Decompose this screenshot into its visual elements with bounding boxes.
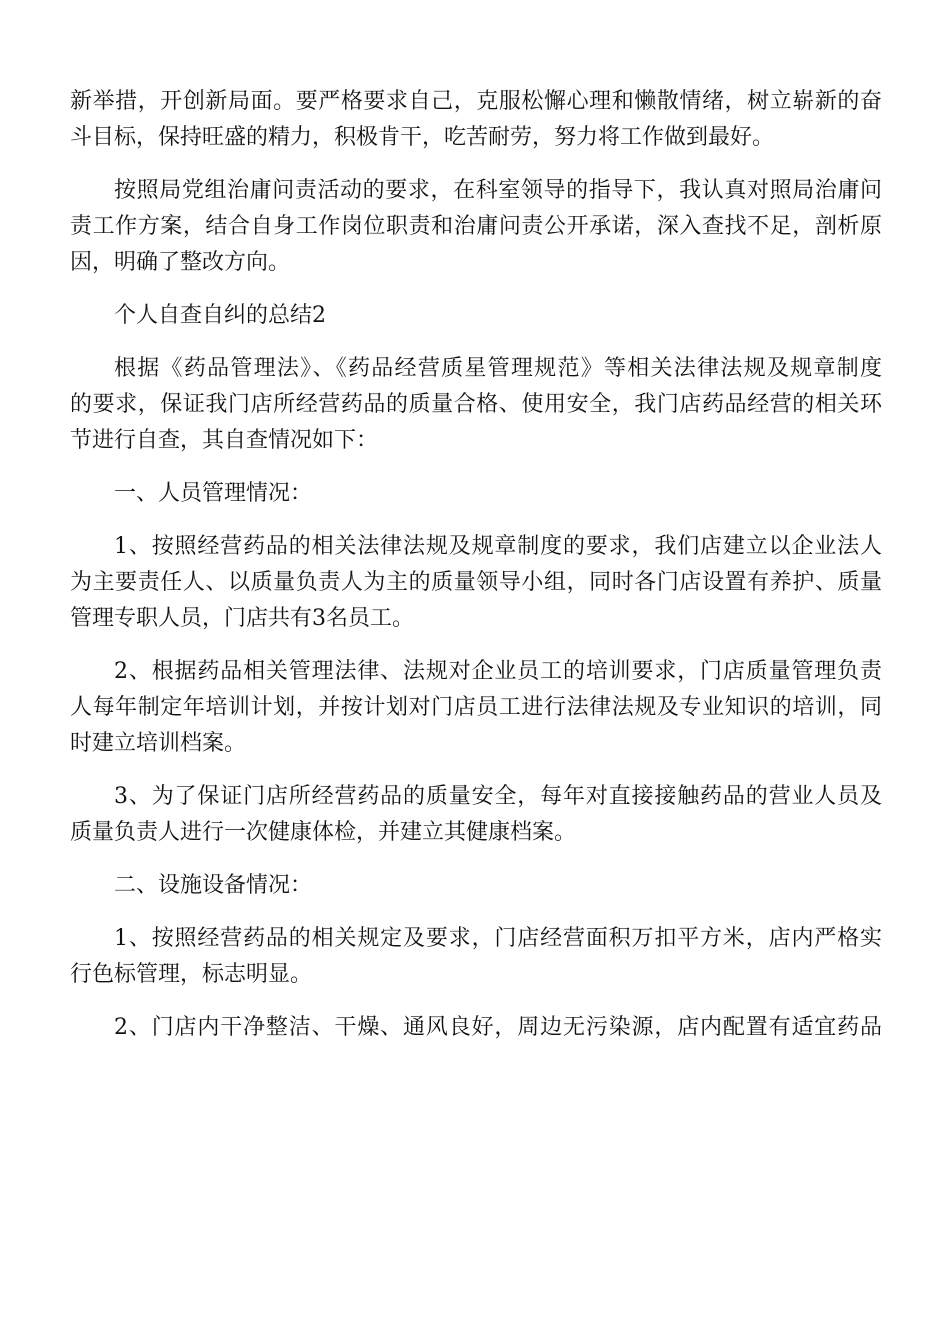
paragraph: [70, 529, 882, 637]
text-line: 时建立培训档案。: [70, 731, 247, 756]
text-line: 为主要责任人、以质量负责人为主的质量领导小组，同时各门店设置有养护、质量: [70, 570, 882, 595]
text-line: 按照局党组治庸问责活动的要求，在科室领导的指导下，我认真对照局治庸问: [114, 178, 882, 203]
text-line: 1、按照经营药品的相关法律法规及规章制度的要求，我们店建立以企业法人: [114, 534, 882, 559]
text-line: 根据《药品管理法》、《药品经营质星管理规范》等相关法律法规及规章制度: [114, 356, 882, 381]
text-line: 因，明确了整改方向。: [70, 250, 291, 275]
text-line: 个人自查自纠的总结2: [114, 303, 326, 328]
paragraph: [70, 779, 882, 851]
document-page: [70, 84, 882, 1063]
text-line: 人每年制定年培训计划，并按计划对门店员工进行法律法规及专业知识的培训，同: [70, 695, 882, 720]
text-line: 节进行自查，其自查情况如下：: [70, 428, 379, 453]
text-line: 一、人员管理情况：: [114, 481, 313, 506]
section-heading: [70, 868, 882, 904]
section-title: [70, 298, 882, 334]
section-heading: [70, 476, 882, 512]
text-line: 管理专职人员，门店共有3名员工。: [70, 606, 414, 631]
text-line: 的要求，保证我门店所经营药品的质量合格、使用安全，我门店药品经营的相关环: [70, 392, 882, 417]
text-line: 2、根据药品相关管理法律、法规对企业员工的培训要求，门店质量管理负责: [114, 659, 882, 684]
text-line: 行色标管理，标志明显。: [70, 962, 313, 987]
paragraph: [70, 654, 882, 762]
text-line: 斗目标，保持旺盛的精力，积极肯干，吃苦耐劳，努力将工作做到最好。: [70, 125, 775, 150]
text-line: 2、门店内干净整洁、干燥、通风良好，周边无污染源，店内配置有适宜药品: [114, 1015, 882, 1040]
text-line: 质量负责人进行一次健康体检，并建立其健康档案。: [70, 820, 577, 845]
text-line: 1、按照经营药品的相关规定及要求，门店经营面积万扣平方米，店内严格实: [114, 926, 882, 951]
paragraph: [70, 1010, 882, 1046]
paragraph: [70, 173, 882, 281]
paragraph: [70, 921, 882, 993]
text-line: 新举措，开创新局面。要严格要求自己，克服松懈心理和懒散情绪，树立崭新的奋: [70, 89, 882, 114]
paragraph: [70, 351, 882, 459]
text-line: 责工作方案，结合自身工作岗位职责和治庸问责公开承诺，深入查找不足，剖析原: [70, 214, 882, 239]
paragraph: [70, 84, 882, 156]
text-line: 3、为了保证门店所经营药品的质量安全，每年对直接接触药品的营业人员及: [114, 784, 882, 809]
text-line: 二、设施设备情况：: [114, 873, 313, 898]
